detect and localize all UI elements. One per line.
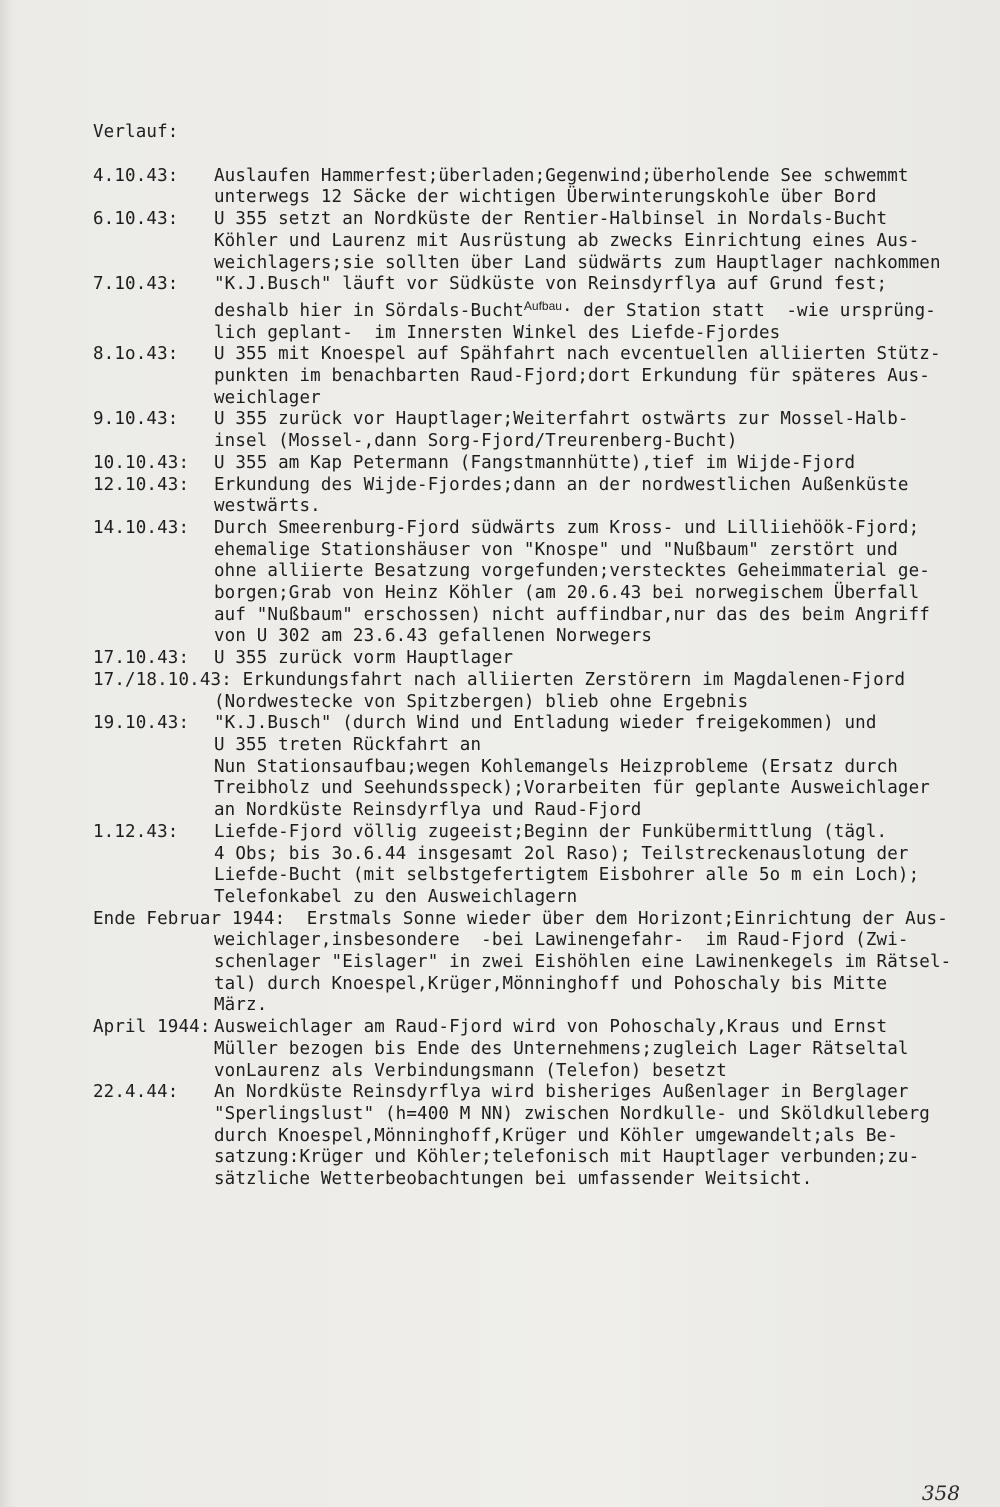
chronology-entry [93, 1082, 983, 1191]
entry-date: 6.10.43: [93, 209, 179, 230]
entry-text-line: Nun Stationsaufbau;wegen Kohlemangels Heizprobleme (Ersatz durch [214, 756, 898, 777]
entry-text [214, 1082, 983, 1191]
entry-text-line: an Nordküste Reinsdyrflya und Raud-Fjord [214, 800, 642, 821]
chronology-entry [93, 670, 983, 713]
entry-text-line: Ausweichlager am Raud-Fjord wird von Pohoschaly,Kraus und Ernst [214, 1017, 888, 1038]
entry-date: 4.10.43: [93, 165, 179, 186]
entry-text-line: Erkundung des Wijde-Fjordes;dann an der nordwestlichen Außenküste [214, 474, 909, 495]
chronology-entry [93, 518, 983, 648]
chronology-entry [93, 475, 983, 518]
entry-text-line: durch Knoespel,Mönninghoff,Krüger und Köhler umgewandelt;als Be- [214, 1125, 898, 1146]
entry-text-fragment: deshalb hier in Sördals-Bucht [214, 300, 524, 321]
entry-date: 22.4.44: [93, 1082, 179, 1103]
entry-text [214, 166, 983, 209]
entry-text-line: westwärts. [214, 496, 321, 517]
entry-text-line: "K.J.Busch" läuft vor Südküste von Reinsdyrflya auf Grund fest; [214, 274, 888, 295]
entry-text-line: U 355 setzt an Nordküste der Rentier-Halbinsel in Nordals-Bucht [214, 209, 888, 230]
entry-text-line: vonLaurenz als Verbindungsmann (Telefon) besetzt [214, 1060, 727, 1081]
entry-date: 9.10.43: [93, 409, 179, 430]
entry-text-line: Müller bezogen bis Ende des Unternehmens;zugleich Lager Rätseltal [214, 1038, 909, 1059]
entry-date: 1.12.43: [93, 821, 179, 842]
chronology-entry [93, 909, 983, 1018]
entry-text-line: "Sperlingslust" (h=400 M NN) zwischen Nordkulle- und Sköldkulleberg [214, 1103, 930, 1124]
entry-text-line: auf "Nußbaum" erschossen) nicht auffindbar,nur das des beim Angriff [214, 604, 930, 625]
entry-text-line: borgen;Grab von Heinz Köhler (am 20.6.43 bei norwegischem Überfall [214, 583, 920, 604]
entry-text [214, 518, 983, 648]
entry-text-line: Liefde-Fjord völlig zugeeist;Beginn der Funkübermittlung (tägl. [214, 821, 888, 842]
entry-text-line: unterwegs 12 Säcke der wichtigen Überwinterungskohle über Bord [214, 187, 877, 208]
entry-date: 14.10.43: [93, 517, 190, 538]
chronology-entry [93, 1017, 983, 1082]
entry-text-line: schenlager "Eislager" in zwei Eishöhlen eine Lawinenkegels im Rätsel- [214, 952, 952, 973]
entry-text-line: An Nordküste Reinsdyrflya wird bisheriges Außenlager in Berglager [214, 1082, 909, 1103]
entry-text-line: Köhler und Laurenz mit Ausrüstung ab zwecks Einrichtung eines Aus- [214, 230, 920, 251]
entry-text-line: insel (Mossel-,dann Sorg-Fjord/Treurenberg-Bucht) [214, 431, 738, 452]
entry-text [214, 453, 983, 475]
chronology-entry [93, 822, 983, 909]
page-number: 358 [921, 1481, 960, 1505]
entry-text-fragment: · der Station statt -wie ursprüng- [561, 300, 936, 321]
entry-text [214, 648, 983, 670]
entry-text-line: Liefde-Bucht (mit selbstgefertigtem Eisbohrer alle 5o m ein Loch); [214, 865, 920, 886]
entry-text [214, 209, 983, 274]
chronology-entry [93, 713, 983, 822]
entry-text-line: Erstmals Sonne wieder über dem Horizont;Einrichtung der Aus- [285, 908, 948, 929]
entry-text-line: weichlagers;sie sollten über Land südwärts zum Hauptlager nachkommen [214, 252, 941, 273]
chronology-entry [93, 274, 983, 344]
entry-text-line: Auslaufen Hammerfest;überladen;Gegenwind;überholende See schwemmt [214, 165, 909, 186]
entry-text-line: tal) durch Knoespel,Krüger,Mönninghoff und Pohoschaly bis Mitte [214, 973, 888, 994]
entry-text-line: Treibholz und Seehundsspeck);Vorarbeiten für geplante Ausweichlager [214, 778, 930, 799]
entry-date: 12.10.43: [93, 474, 190, 495]
chronology-entry [93, 648, 983, 670]
handwritten-insertion: Aufbau [523, 298, 562, 313]
entry-text-line [214, 296, 983, 323]
entry-text-line: von U 302 am 23.6.43 gefallenen Norwegers [214, 626, 653, 647]
entries-list [93, 166, 983, 1191]
entry-text-line: März. [214, 995, 268, 1016]
entry-text-line: punkten im benachbarten Raud-Fjord;dort Erkundung für späteres Aus- [214, 366, 930, 387]
entry-text-line: Erkundungsfahrt nach alliierten Zerstörern im Magdalenen-Fjord [231, 669, 906, 690]
entry-text-line: ehemalige Stationshäuser von "Knospe" und "Nußbaum" zerstört und [214, 539, 898, 560]
entry-text-line: 4 Obs; bis 3o.6.44 insgesamt 2ol Raso); Teilstreckenauslotung der [214, 843, 909, 864]
entry-text [214, 344, 983, 409]
entry-text [214, 713, 983, 822]
entry-text [214, 822, 983, 909]
entry-text-line: lich geplant- im Innersten Winkel des Liefde-Fjordes [214, 322, 781, 343]
chronology-entry [93, 453, 983, 475]
entry-text-line: satzung:Krüger und Köhler;telefonisch mit Hauptlager verbunden;zu- [214, 1147, 920, 1168]
entry-text-line: U 355 zurück vorm Hauptlager [214, 648, 514, 669]
entry-text-line: Telefonkabel zu den Ausweichlagern [214, 886, 578, 907]
chronology-entry [93, 409, 983, 452]
entry-date: 10.10.43: [93, 452, 190, 473]
chronology-entry [93, 166, 983, 209]
entry-text-line: ohne alliierte Besatzung vorgefunden;verstecktes Geheimmaterial ge- [214, 561, 930, 582]
entry-date: 17.10.43: [93, 648, 190, 669]
entry-text-line: sätzliche Wetterbeobachtungen bei umfassender Weitsicht. [214, 1169, 813, 1190]
entry-text-line: U 355 am Kap Petermann (Fangstmannhütte),tief im Wijde-Fjord [214, 452, 856, 473]
entry-text-line: U 355 treten Rückfahrt an [214, 734, 482, 755]
chronology-text [93, 122, 983, 1191]
entry-text-line: weichlager [214, 387, 321, 408]
entry-date: Ende Februar 1944: [93, 908, 286, 929]
entry-text-line: "K.J.Busch" (durch Wind und Entladung wieder freigekommen) und [214, 713, 877, 734]
entry-text-line: (Nordwestecke von Spitzbergen) blieb ohne Ergebnis [214, 691, 749, 712]
entry-date: April 1944: [93, 1017, 211, 1038]
entry-text [214, 1017, 983, 1082]
section-heading: Verlauf: [93, 122, 179, 142]
entry-date: 19.10.43: [93, 713, 190, 734]
entry-text [214, 409, 983, 452]
entry-text [214, 475, 983, 518]
entry-date: 8.1o.43: [93, 344, 179, 365]
entry-text-line: U 355 mit Knoespel auf Spähfahrt nach evcentuellen alliierten Stütz- [214, 344, 941, 365]
entry-text-line: Durch Smeerenburg-Fjord südwärts zum Kross- und Lilliiehöök-Fjord; [214, 517, 920, 538]
chronology-entry [93, 209, 983, 274]
entry-text-line: U 355 zurück vor Hauptlager;Weiterfahrt ostwärts zur Mossel-Halb- [214, 409, 909, 430]
entry-text-line: weichlager,insbesondere -bei Lawinengefahr- im Raud-Fjord (Zwi- [214, 930, 909, 951]
entry-date: 17./18.10.43: [93, 669, 232, 690]
entry-date: 7.10.43: [93, 274, 179, 295]
chronology-entry [93, 344, 983, 409]
entry-text [214, 274, 983, 344]
